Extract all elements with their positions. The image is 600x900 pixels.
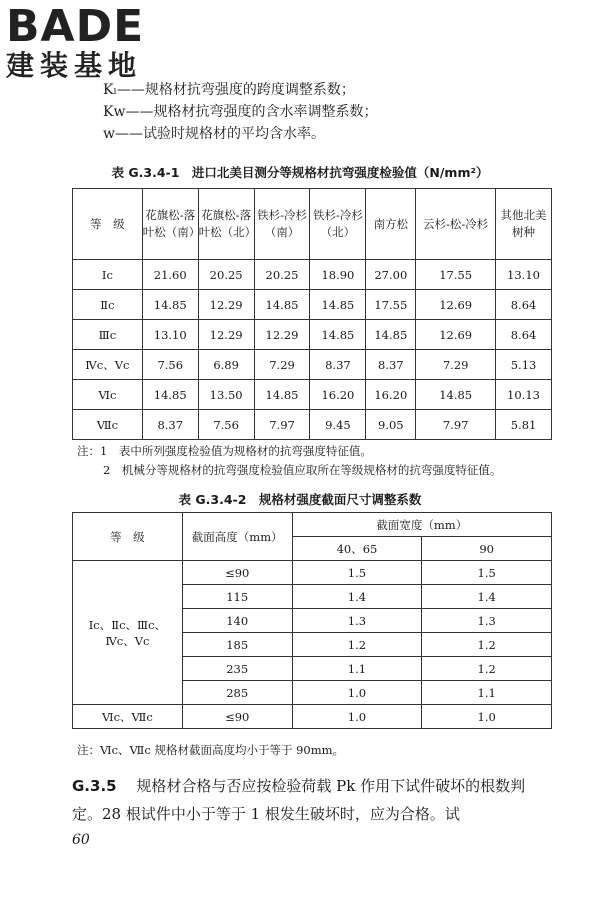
value-cell: 9.45 <box>310 410 366 440</box>
value-cell: 14.85 <box>416 380 496 410</box>
value-cell: 14.85 <box>254 380 310 410</box>
value-cell: 16.20 <box>310 380 366 410</box>
clause-text: 规格材合格与否应按检验荷载 Pk 作用下试件破坏的根数判定。28 根试件中小于等于 1 根发生破坏时，应为合格。试 <box>72 777 526 823</box>
logo-subtitle: 建装基地 <box>6 49 143 82</box>
value-cell: 12.69 <box>416 290 496 320</box>
value-cell: 7.97 <box>254 410 310 440</box>
factor-cell: 1.5 <box>422 561 552 585</box>
value-cell: 6.89 <box>198 350 254 380</box>
table1-note-2: 2 机械分等规格材的抗弯强度检验值应取所在等级规格材的抗弯强度特征值。 <box>103 463 502 477</box>
logo <box>6 1 145 82</box>
value-cell: 7.29 <box>254 350 310 380</box>
factor-cell: 1.4 <box>292 585 422 609</box>
value-cell: 8.37 <box>310 350 366 380</box>
value-cell: 14.85 <box>310 320 366 350</box>
logo-brand: BADE <box>6 1 145 52</box>
height-cell: 115 <box>182 585 292 609</box>
table1-note-1: 注：1 表中所列强度检验值为规格材的抗弯强度特征值。 <box>77 444 372 458</box>
value-cell: 20.25 <box>198 260 254 290</box>
table1-caption: 表 G.3.4-1 进口北美目测分等规格材抗弯强度检验值（N/mm²） <box>111 165 489 180</box>
table1-header-row <box>73 189 552 260</box>
table1-row <box>73 290 552 320</box>
value-cell: 12.29 <box>198 320 254 350</box>
value-cell: 8.64 <box>496 290 552 320</box>
value-cell: 8.37 <box>142 410 198 440</box>
table1-row <box>73 320 552 350</box>
definition-line: Kₗ——规格材抗弯强度的跨度调整系数； <box>103 82 355 98</box>
table2-caption: 表 G.3.4-2 规格材强度截面尺寸调整系数 <box>178 492 422 507</box>
species-header: 铁杉-冷杉（南） <box>254 189 310 260</box>
grade-cell: Ⅳc、Ⅴc <box>73 350 143 380</box>
factor-cell: 1.0 <box>292 681 422 705</box>
value-cell: 12.69 <box>416 320 496 350</box>
size-factor-table <box>72 512 552 729</box>
table2-header-row <box>73 513 552 537</box>
value-cell: 10.13 <box>496 380 552 410</box>
table1-row <box>73 260 552 290</box>
factor-cell: 1.2 <box>422 633 552 657</box>
height-cell: 235 <box>182 657 292 681</box>
height-cell: ≤90 <box>182 561 292 585</box>
value-cell: 20.25 <box>254 260 310 290</box>
value-cell: 5.81 <box>496 410 552 440</box>
species-header: 其他北美树种 <box>496 189 552 260</box>
factor-cell: 1.3 <box>292 609 422 633</box>
height-cell: 140 <box>182 609 292 633</box>
width-col-header: 40、65 <box>292 537 422 561</box>
width-header: 截面宽度（mm） <box>292 513 551 537</box>
grade-cell: Ⅵc <box>73 380 143 410</box>
grade-header: 等 级 <box>73 513 183 561</box>
clause-number: G.3.5 <box>72 777 117 795</box>
value-cell: 12.29 <box>198 290 254 320</box>
value-cell: 13.50 <box>198 380 254 410</box>
value-cell: 17.55 <box>366 290 416 320</box>
value-cell: 13.10 <box>142 320 198 350</box>
definition-line: w——试验时规格材的平均含水率。 <box>103 126 325 142</box>
value-cell: 8.37 <box>366 350 416 380</box>
grade-cell: Ⅰc <box>73 260 143 290</box>
species-header: 云杉-松-冷杉 <box>416 189 496 260</box>
factor-cell: 1.2 <box>292 633 422 657</box>
value-cell: 14.85 <box>142 380 198 410</box>
grade-header: 等 级 <box>73 189 143 260</box>
height-header: 截面高度（mm） <box>182 513 292 561</box>
grade-group-cell: Ⅵc、Ⅶc <box>73 705 183 729</box>
symbol-definitions <box>103 79 377 145</box>
species-header: 南方松 <box>366 189 416 260</box>
table1-row <box>73 380 552 410</box>
table1-row <box>73 350 552 380</box>
value-cell: 8.64 <box>496 320 552 350</box>
table2-row <box>73 561 552 585</box>
species-header: 铁杉-冷杉（北） <box>310 189 366 260</box>
value-cell: 18.90 <box>310 260 366 290</box>
value-cell: 16.20 <box>366 380 416 410</box>
species-header: 花旗松-落叶松（北） <box>198 189 254 260</box>
value-cell: 7.56 <box>142 350 198 380</box>
factor-cell: 1.1 <box>422 681 552 705</box>
factor-cell: 1.0 <box>292 705 422 729</box>
value-cell: 13.10 <box>496 260 552 290</box>
value-cell: 12.29 <box>254 320 310 350</box>
grade-cell: Ⅶc <box>73 410 143 440</box>
value-cell: 14.85 <box>254 290 310 320</box>
factor-cell: 1.0 <box>422 705 552 729</box>
clause-g35 <box>72 772 552 828</box>
value-cell: 21.60 <box>142 260 198 290</box>
value-cell: 27.00 <box>366 260 416 290</box>
value-cell: 17.55 <box>416 260 496 290</box>
factor-cell: 1.5 <box>292 561 422 585</box>
grade-cell: Ⅲc <box>73 320 143 350</box>
height-cell: 285 <box>182 681 292 705</box>
value-cell: 5.13 <box>496 350 552 380</box>
value-cell: 14.85 <box>366 320 416 350</box>
bending-strength-table <box>72 188 552 440</box>
value-cell: 7.56 <box>198 410 254 440</box>
page-number: 60 <box>72 832 90 848</box>
table1-row <box>73 410 552 440</box>
value-cell: 14.85 <box>310 290 366 320</box>
table2-note: 注：Ⅵc、Ⅶc 规格材截面高度均小于等于 90mm。 <box>77 743 345 757</box>
factor-cell: 1.3 <box>422 609 552 633</box>
value-cell: 14.85 <box>142 290 198 320</box>
table2-row <box>73 705 552 729</box>
value-cell: 7.29 <box>416 350 496 380</box>
value-cell: 7.97 <box>416 410 496 440</box>
grade-cell: Ⅱc <box>73 290 143 320</box>
value-cell: 9.05 <box>366 410 416 440</box>
height-cell: ≤90 <box>182 705 292 729</box>
factor-cell: 1.4 <box>422 585 552 609</box>
grade-group-cell: Ⅰc、Ⅱc、Ⅲc、Ⅳc、Ⅴc <box>73 561 183 705</box>
height-cell: 185 <box>182 633 292 657</box>
factor-cell: 1.2 <box>422 657 552 681</box>
species-header: 花旗松-落叶松（南） <box>142 189 198 260</box>
factor-cell: 1.1 <box>292 657 422 681</box>
width-col-header: 90 <box>422 537 552 561</box>
definition-line: Kw——规格材抗弯强度的含水率调整系数； <box>103 104 378 120</box>
